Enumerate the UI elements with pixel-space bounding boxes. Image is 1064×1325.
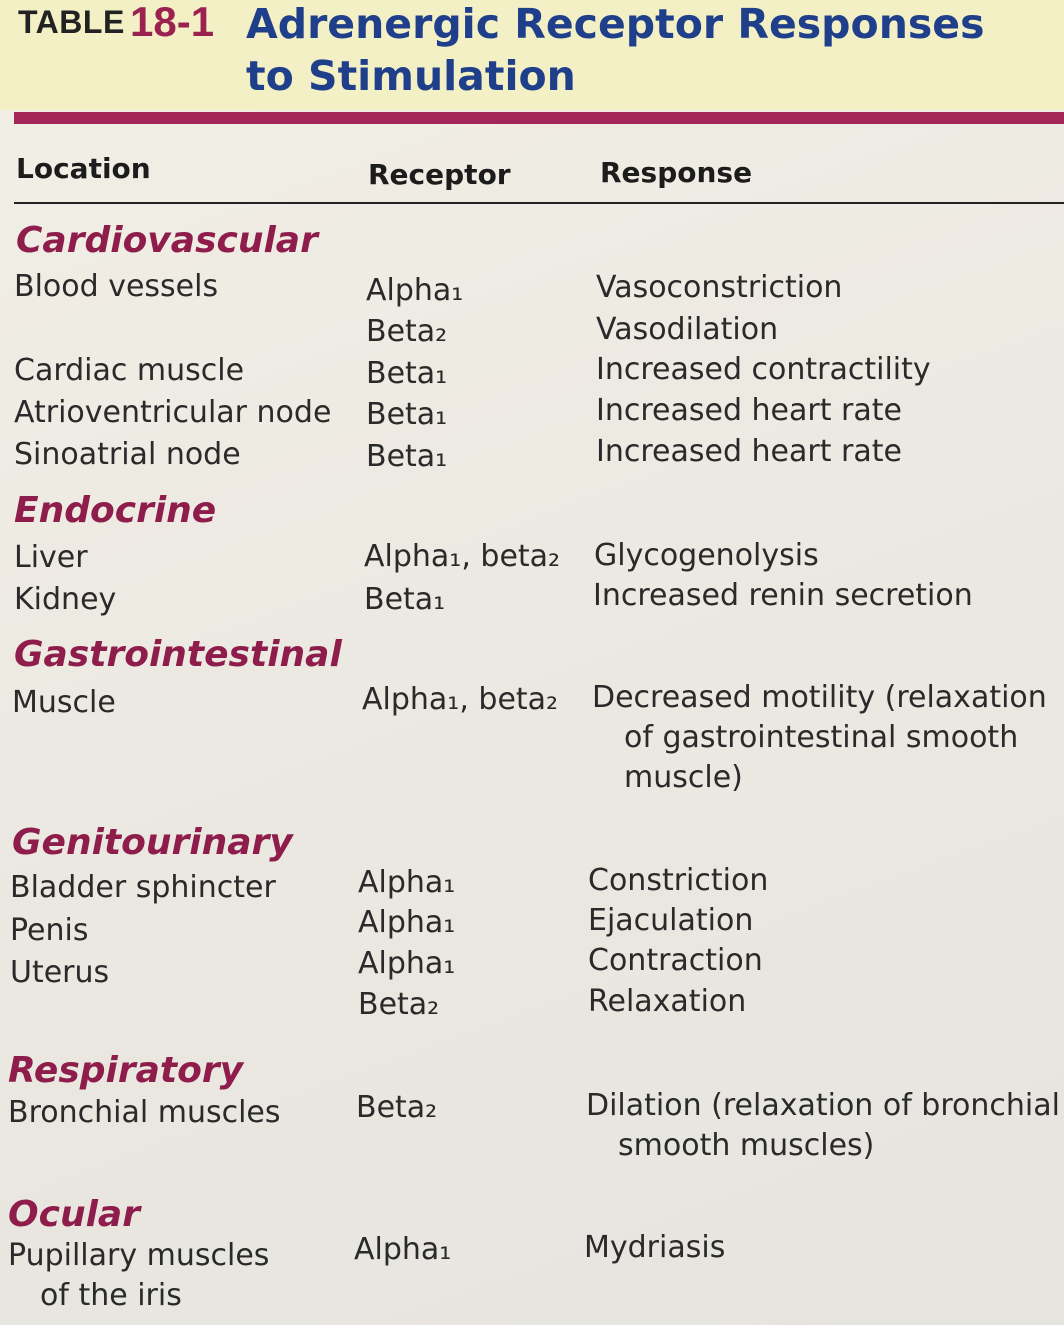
- table-title: [246, 0, 1046, 102]
- receptor-cell: Beta₂: [356, 1090, 438, 1125]
- section-heading-gastrointestinal: Gastrointestinal: [14, 634, 342, 675]
- location-line: of the iris: [40, 1278, 182, 1313]
- receptor-cell: Alpha₁, beta₂: [362, 682, 559, 717]
- header-rule: [14, 202, 1064, 204]
- location-cell: Blood vessels: [14, 269, 219, 304]
- location-cell: Penis: [10, 913, 89, 948]
- location-cell: Atrioventricular node: [14, 395, 332, 430]
- location-cell: Kidney: [14, 582, 117, 617]
- location-cell: Liver: [14, 540, 88, 575]
- column-header-location: Location: [16, 152, 151, 185]
- response-cell: Increased heart rate: [596, 434, 902, 469]
- table-title-line1: Adrenergic Receptor Responses: [246, 0, 985, 48]
- receptor-cell: Beta₁: [364, 582, 446, 617]
- location-cell: Uterus: [10, 955, 110, 990]
- response-cell: Contraction: [588, 943, 763, 978]
- section-heading-respiratory: Respiratory: [8, 1050, 244, 1091]
- column-header-response: Response: [600, 156, 753, 189]
- receptor-cell: Alpha₁: [354, 1232, 452, 1267]
- receptor-cell: Alpha₁: [358, 946, 456, 981]
- location-cell: Cardiac muscle: [14, 353, 245, 388]
- response-cell: [586, 1086, 1060, 1166]
- response-line: smooth muscles): [618, 1128, 875, 1163]
- column-header-receptor: Receptor: [368, 158, 511, 191]
- response-line: of gastrointestinal smooth: [624, 720, 1019, 755]
- section-heading-endocrine: Endocrine: [14, 490, 217, 531]
- receptor-cell: Alpha₁: [358, 905, 456, 940]
- location-cell: [8, 1236, 269, 1316]
- receptor-cell: Beta₂: [366, 314, 448, 349]
- receptor-cell: Beta₁: [366, 397, 448, 432]
- table-label: TABLE: [18, 4, 125, 40]
- response-cell: Relaxation: [588, 984, 747, 1019]
- response-cell: [592, 678, 1047, 798]
- response-cell: Increased heart rate: [596, 393, 902, 428]
- receptor-cell: Beta₁: [366, 439, 448, 474]
- response-cell: Increased contractility: [596, 352, 931, 387]
- response-line: muscle): [624, 760, 743, 795]
- section-heading-genitourinary: Genitourinary: [12, 822, 293, 863]
- location-cell: Sinoatrial node: [14, 437, 241, 472]
- receptor-cell: Beta₁: [366, 356, 448, 391]
- location-cell: Muscle: [12, 685, 116, 720]
- receptor-cell: Alpha₁, beta₂: [364, 539, 561, 574]
- response-line: Decreased motility (relaxation: [592, 680, 1047, 715]
- response-cell: Constriction: [588, 863, 769, 898]
- receptor-cell: Alpha₁: [358, 865, 456, 900]
- response-cell: Increased renin secretion: [593, 578, 973, 613]
- section-heading-cardiovascular: Cardiovascular: [16, 220, 318, 261]
- location-cell: Bladder sphincter: [10, 870, 276, 905]
- receptor-cell: Alpha₁: [366, 273, 464, 308]
- response-cell: Vasodilation: [596, 312, 779, 347]
- response-cell: Vasoconstriction: [596, 270, 843, 305]
- location-line: Pupillary muscles: [8, 1238, 270, 1273]
- response-cell: Mydriasis: [584, 1230, 726, 1265]
- response-cell: Ejaculation: [588, 903, 754, 938]
- receptor-cell: Beta₂: [358, 987, 440, 1022]
- title-rule: [14, 112, 1064, 124]
- response-line: Dilation (relaxation of bronchial: [586, 1088, 1060, 1123]
- response-cell: Glycogenolysis: [594, 538, 819, 573]
- location-cell: Bronchial muscles: [8, 1095, 281, 1130]
- section-heading-ocular: Ocular: [8, 1194, 140, 1235]
- table-number: 18-1: [130, 0, 215, 45]
- table-title-line2: to Stimulation: [246, 52, 576, 100]
